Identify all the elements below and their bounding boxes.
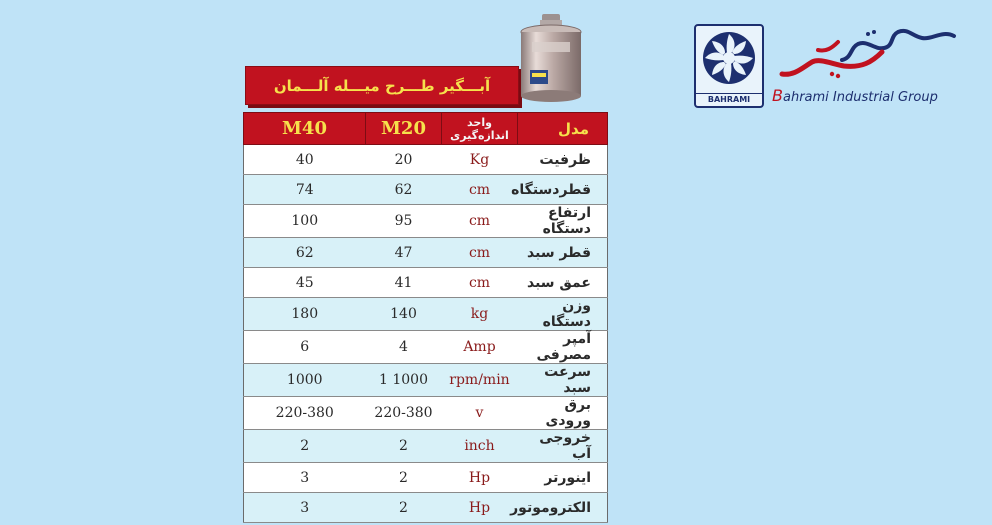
cell-label: اینورتر bbox=[518, 463, 608, 493]
header-m40: M40 bbox=[244, 113, 366, 145]
cell-label: برق ورودی bbox=[518, 397, 608, 430]
cell-m20: 1 1000 bbox=[366, 364, 442, 397]
cell-m20: 4 bbox=[366, 331, 442, 364]
cell-m20: 47 bbox=[366, 238, 442, 268]
brand-english-initial: B bbox=[772, 86, 783, 105]
table-row bbox=[244, 268, 608, 298]
table-row bbox=[244, 298, 608, 331]
cell-m40: 40 bbox=[244, 145, 366, 175]
cell-label: ارتفاع دستگاه bbox=[518, 205, 608, 238]
cell-unit: rpm/min bbox=[442, 364, 518, 397]
cell-unit: inch bbox=[442, 430, 518, 463]
cell-unit: Hp bbox=[442, 493, 518, 523]
cell-m40: 220-380 bbox=[244, 397, 366, 430]
cell-label: آمپر مصرفی bbox=[518, 331, 608, 364]
cell-m20: 62 bbox=[366, 175, 442, 205]
cell-m40: 74 bbox=[244, 175, 366, 205]
cell-m20: 2 bbox=[366, 430, 442, 463]
cell-unit: cm bbox=[442, 238, 518, 268]
emblem-caption: BAHRAMI bbox=[696, 93, 762, 104]
header-m20: M20 bbox=[366, 113, 442, 145]
cell-label: سرعت سبد bbox=[518, 364, 608, 397]
table-row bbox=[244, 493, 608, 523]
cell-unit: cm bbox=[442, 205, 518, 238]
cell-unit: cm bbox=[442, 175, 518, 205]
table-row bbox=[244, 364, 608, 397]
turbine-icon bbox=[696, 26, 762, 90]
cell-label: قطر سبد bbox=[518, 238, 608, 268]
cell-m20: 95 bbox=[366, 205, 442, 238]
cell-m20: 20 bbox=[366, 145, 442, 175]
cell-unit: cm bbox=[442, 268, 518, 298]
cell-unit: v bbox=[442, 397, 518, 430]
header-unit: واحد اندازه‌گیری bbox=[442, 113, 518, 145]
table-row bbox=[244, 430, 608, 463]
cell-m40: 180 bbox=[244, 298, 366, 331]
brand-english-name bbox=[772, 86, 938, 105]
table-row bbox=[244, 331, 608, 364]
cell-m40: 45 bbox=[244, 268, 366, 298]
table-header-row bbox=[244, 113, 608, 145]
product-image bbox=[512, 12, 590, 104]
product-title-banner bbox=[245, 66, 519, 105]
cell-m20: 2 bbox=[366, 463, 442, 493]
cell-unit: Kg bbox=[442, 145, 518, 175]
spec-table bbox=[243, 112, 608, 523]
cell-unit: kg bbox=[442, 298, 518, 331]
cell-unit: Amp bbox=[442, 331, 518, 364]
table-row bbox=[244, 463, 608, 493]
table-row bbox=[244, 205, 608, 238]
cell-m20: 41 bbox=[366, 268, 442, 298]
cell-m20: 220-380 bbox=[366, 397, 442, 430]
cell-label: وزن دستگاه bbox=[518, 298, 608, 331]
cell-label: ظرفیت bbox=[518, 145, 608, 175]
brand-english-rest: ahrami Industrial Group bbox=[782, 90, 938, 105]
cell-label: خروجی آب bbox=[518, 430, 608, 463]
product-title: آبـــگیر طـــرح میـــله آلـــمان bbox=[273, 76, 491, 95]
cell-unit: Hp bbox=[442, 463, 518, 493]
cell-m40: 1000 bbox=[244, 364, 366, 397]
cell-m40: 3 bbox=[244, 493, 366, 523]
cell-m40: 6 bbox=[244, 331, 366, 364]
cell-m40: 2 bbox=[244, 430, 366, 463]
cell-label: الکتروموتور bbox=[518, 493, 608, 523]
table-row bbox=[244, 238, 608, 268]
cell-m40: 3 bbox=[244, 463, 366, 493]
cell-m20: 140 bbox=[366, 298, 442, 331]
cell-label: عمق سبد bbox=[518, 268, 608, 298]
bahrami-script-logo bbox=[772, 22, 962, 82]
cell-m40: 100 bbox=[244, 205, 366, 238]
table-row bbox=[244, 175, 608, 205]
header-model: مدل bbox=[518, 113, 608, 145]
cell-label: قطردستگاه bbox=[518, 175, 608, 205]
table-row bbox=[244, 145, 608, 175]
cell-m20: 2 bbox=[366, 493, 442, 523]
table-row bbox=[244, 397, 608, 430]
bahrami-emblem-logo bbox=[694, 24, 764, 108]
cell-m40: 62 bbox=[244, 238, 366, 268]
